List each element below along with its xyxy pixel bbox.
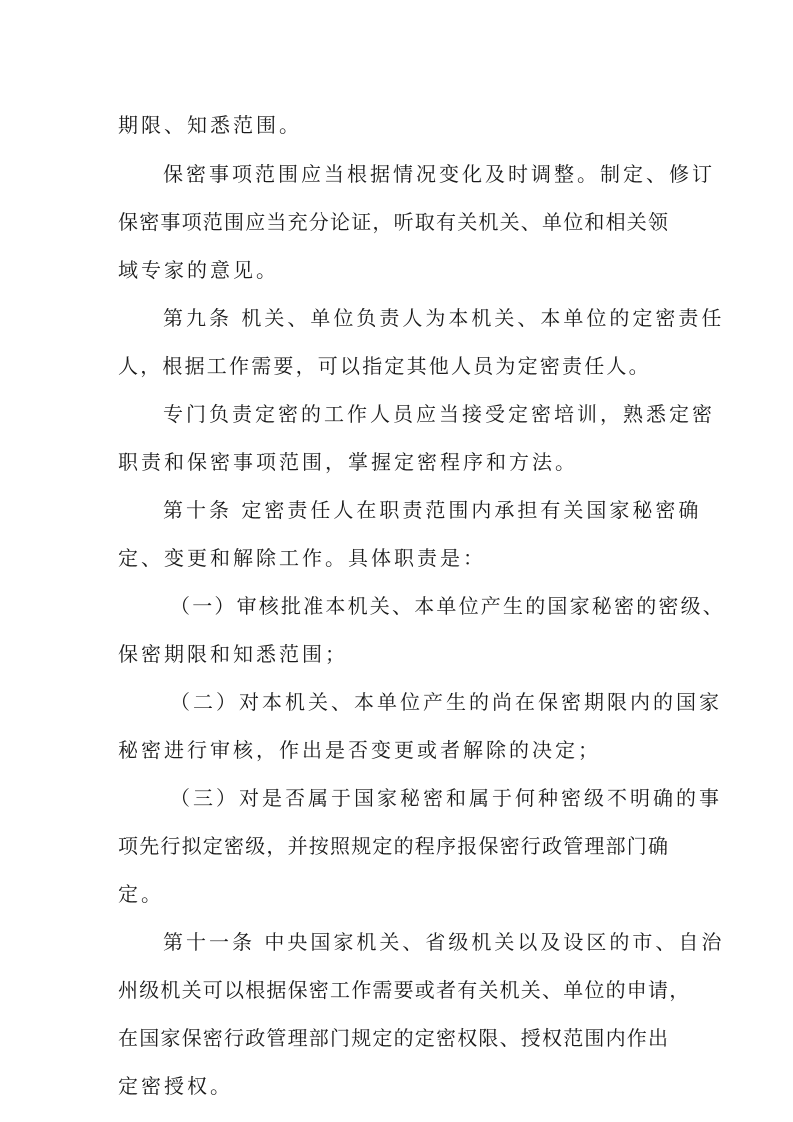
text-line: 定。: [118, 882, 164, 906]
text-line: 保密期限和知悉范围；: [118, 642, 348, 666]
text-line: 域专家的意见。: [118, 258, 279, 282]
text-line: 专门负责定密的工作人员应当接受定密培训，熟悉定密: [163, 402, 715, 426]
text-line: 定密授权。: [118, 1074, 233, 1098]
article-9-heading-line: 第九条 机关、单位负责人为本机关、本单位的定密责任: [163, 306, 725, 330]
text-line: 保密事项范围应当充分论证，听取有关机关、单位和相关领: [118, 210, 670, 234]
text-line: 保密事项范围应当根据情况变化及时调整。制定、修订: [163, 162, 715, 186]
text-line: 秘密进行审核，作出是否变更或者解除的决定；: [118, 738, 601, 762]
list-item-2-line: （二）对本机关、本单位产生的尚在保密期限内的国家: [170, 690, 722, 714]
text-line: 职责和保密事项范围，掌握定密程序和方法。: [118, 450, 578, 474]
text-line: 项先行拟定密级，并按照规定的程序报保密行政管理部门确: [118, 834, 670, 858]
text-line: 人，根据工作需要，可以指定其他人员为定密责任人。: [118, 354, 651, 378]
list-item-1-line: （一）审核批准本机关、本单位产生的国家秘密的密级、: [170, 594, 725, 618]
text-line: 在国家保密行政管理部门规定的定密权限、授权范围内作出: [118, 1026, 670, 1050]
text-line: 州级机关可以根据保密工作需要或者有关机关、单位的申请，: [118, 978, 691, 1002]
text-line: 期限、知悉范围。: [118, 113, 302, 137]
text-line: 定、变更和解除工作。具体职责是：: [118, 546, 486, 570]
article-11-heading-line: 第十一条 中央国家机关、省级机关以及设区的市、自治: [163, 930, 725, 954]
list-item-3-line: （三）对是否属于国家秘密和属于何种密级不明确的事: [170, 786, 722, 810]
article-10-heading-line: 第十条 定密责任人在职责范围内承担有关国家秘密确: [163, 498, 702, 522]
